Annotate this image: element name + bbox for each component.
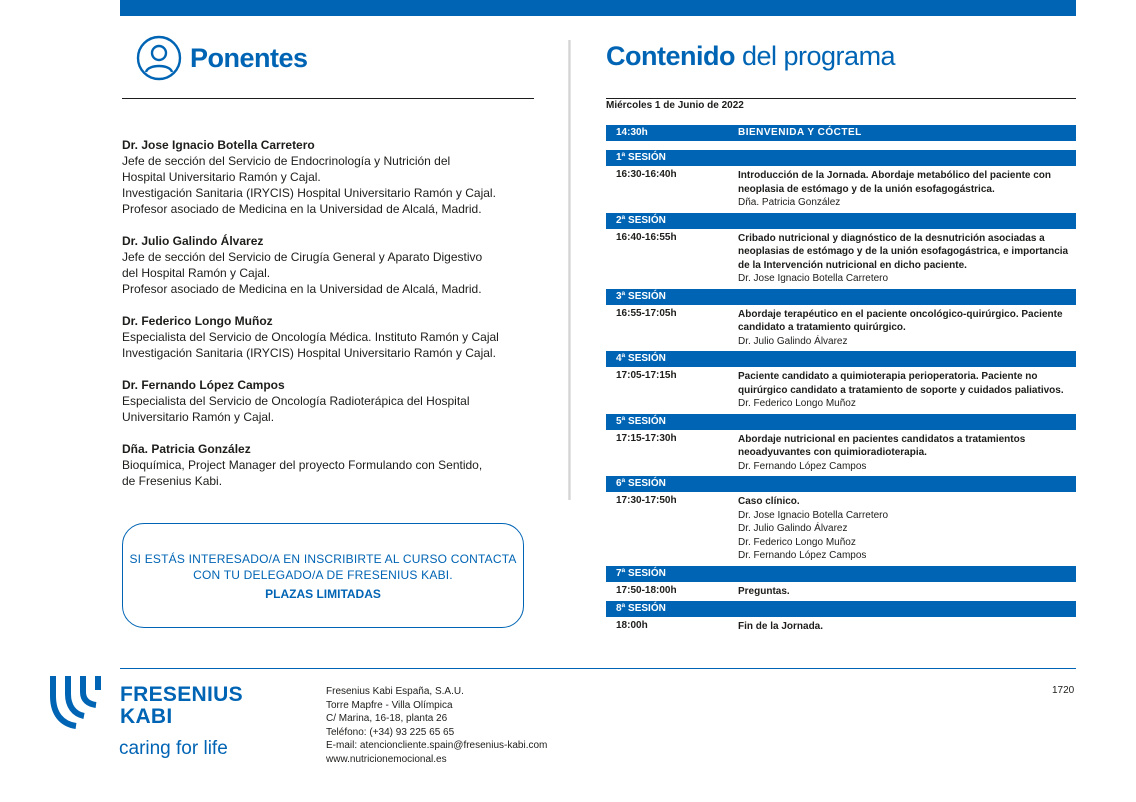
session-band (606, 476, 1076, 492)
session-row (606, 430, 1076, 477)
session-time: 16:55-17:05h (616, 307, 677, 319)
session-title: neoplasia de estómago y de la unión esofagogástrica. (738, 183, 995, 195)
session-title: Introducción de la Jornada. Abordaje metabólico del paciente con (738, 170, 1052, 181)
spacer (606, 141, 1076, 150)
address-line: www.nutricionemocional.es (326, 753, 447, 765)
speaker-name: Dr. Federico Longo Muñoz (122, 314, 273, 328)
address-line: C/ Marina, 16-18, planta 26 (326, 713, 448, 724)
speaker-affiliation: Investigación Sanitaria (IRYCIS) Hospital Universitario Ramón y Cajal. (122, 186, 496, 200)
contact-text: CON TU DELEGADO/A DE FRESENIUS KABI. (193, 568, 453, 582)
session-band (606, 566, 1076, 582)
session-row (606, 367, 1076, 414)
session-details (738, 620, 1076, 634)
session-row (606, 166, 1076, 213)
session-time: 18:00h (616, 620, 648, 631)
session-speaker: Dr. Jose Ignacio Botella Carretero (738, 509, 889, 521)
session-row (606, 617, 1076, 637)
session-label: 8ª SESIÓN (616, 603, 666, 614)
contact-box (122, 523, 524, 628)
session-label: 3ª SESIÓN (616, 290, 666, 302)
speaker-entry (122, 441, 534, 489)
session-title: Paciente candidato a quimioterapia perioperatoria. Paciente no (738, 371, 1038, 382)
speaker-entry (122, 137, 534, 217)
program-schedule (606, 125, 1076, 637)
session-row (606, 229, 1076, 289)
session-time: 17:05-17:15h (616, 370, 677, 381)
speaker-entry (122, 313, 534, 361)
speaker-entry (122, 233, 534, 297)
session-time: 16:30-16:40h (616, 169, 677, 180)
programa-title: Contenido del programa (606, 41, 896, 71)
session-details (738, 495, 1076, 563)
program-date: Miércoles 1 de Junio de 2022 (606, 100, 744, 111)
speaker-affiliation: Profesor asociado de Medicina en la Universidad de Alcalá, Madrid. (122, 202, 482, 216)
session-time: 17:50-18:00h (616, 584, 677, 596)
speaker-name: Dña. Patricia González (122, 442, 251, 456)
speaker-affiliation: Universitario Ramón y Cajal. (122, 410, 275, 424)
session-label: 7ª SESIÓN (616, 567, 666, 579)
company-address (326, 685, 547, 766)
session-label: 6ª SESIÓN (616, 478, 666, 489)
brand-name: FRESENIUS KABI (120, 683, 243, 728)
session-details (738, 169, 1076, 210)
session-label: 4ª SESIÓN (616, 353, 666, 364)
address-line: Teléfono: (+34) 93 225 65 65 (326, 726, 455, 738)
session-label: 5ª SESIÓN (616, 415, 666, 427)
session-band (606, 150, 1076, 166)
session-title: candidato a tratamiento quirúrgico. (738, 322, 906, 333)
session-title: quirúrgico candidato a tratamiento de soporte y cuidados paliativos. (738, 384, 1064, 396)
limited-places-text: PLAZAS LIMITADAS (265, 587, 381, 601)
session-details (738, 585, 1076, 599)
session-speaker: Dr. Fernando López Campos (738, 460, 867, 472)
session-band (606, 125, 1076, 141)
address-line: E-mail: atencioncliente.spain@fresenius-kabi.com (326, 740, 548, 751)
person-icon (136, 35, 182, 81)
speaker-affiliation: Jefe de sección del Servicio de Cirugía General y Aparato Digestivo (122, 250, 483, 264)
contact-text: SI ESTÁS INTERESADO/A EN INSCRIBIRTE AL CURSO CONTACTA (129, 552, 517, 566)
ponentes-title: Ponentes (190, 42, 308, 73)
session-time: 16:40-16:55h (616, 231, 677, 243)
session-label: 14:30h (616, 127, 648, 138)
session-speaker: Dr. Federico Longo Muñoz (738, 536, 856, 548)
session-row (606, 305, 1076, 352)
speaker-name: Dr. Fernando López Campos (122, 378, 285, 392)
speaker-affiliation: Jefe de sección del Servicio de Endocrinología y Nutrición del (122, 154, 451, 168)
speaker-affiliation: Bioquímica, Project Manager del proyecto Formulando con Sentido, (122, 458, 483, 472)
document-code: 1720 (1052, 685, 1075, 696)
address-line: Torre Mapfre - Villa Olímpica (326, 699, 453, 711)
programa-section (606, 30, 1076, 632)
session-time: 17:15-17:30h (616, 432, 677, 444)
session-speaker: Dr. Julio Galindo Álvarez (738, 335, 848, 347)
session-speaker: Dña. Patricia González (738, 197, 841, 208)
fresenius-logo-icon (48, 676, 104, 730)
divider (606, 98, 1076, 99)
session-details (738, 433, 1076, 474)
speaker-affiliation: Profesor asociado de Medicina en la Universidad de Alcalá, Madrid. (122, 282, 482, 296)
session-title: Caso clínico. (738, 496, 800, 507)
session-band-title: BIENVENIDA Y CÓCTEL (738, 127, 862, 138)
session-speaker: Dr. Jose Ignacio Botella Carretero (738, 273, 889, 284)
ponentes-section (122, 30, 534, 601)
speaker-affiliation: Hospital Universitario Ramón y Cajal. (122, 170, 321, 184)
session-row (606, 582, 1076, 602)
speaker-affiliation: del Hospital Ramón y Cajal. (122, 266, 271, 280)
session-band (606, 601, 1076, 617)
ponentes-header (136, 30, 534, 86)
session-time: 17:30-17:50h (616, 495, 677, 506)
session-label: 1ª SESIÓN (616, 152, 666, 163)
session-details (738, 232, 1076, 286)
session-band (606, 213, 1076, 229)
session-band (606, 414, 1076, 430)
session-title: Preguntas. (738, 585, 790, 597)
speaker-affiliation: de Fresenius Kabi. (122, 474, 223, 488)
session-details (738, 370, 1076, 411)
session-row (606, 492, 1076, 566)
session-label: 2ª SESIÓN (616, 214, 666, 226)
address-line: Fresenius Kabi España, S.A.U. (326, 686, 464, 697)
footer-divider (120, 668, 1076, 669)
session-speaker: Dr. Julio Galindo Álvarez (738, 523, 848, 534)
session-band (606, 289, 1076, 305)
session-title: neoplasias de estómago y de la unión esofagogástrica, e importancia (738, 246, 1069, 257)
speaker-affiliation: Investigación Sanitaria (IRYCIS) Hospital Universitario Ramón y Cajal. (122, 346, 496, 360)
session-title: neoadyuvantes con quimioradioterapia. (738, 447, 927, 458)
top-accent-bar (120, 0, 1076, 16)
session-title: de la Intervención nutricional en dicho paciente. (738, 259, 967, 271)
speaker-entry (122, 377, 534, 425)
session-speaker: Dr. Fernando López Campos (738, 550, 867, 561)
session-details (738, 308, 1076, 349)
divider (122, 98, 534, 99)
page-fold (568, 40, 571, 500)
speaker-affiliation: Especialista del Servicio de Oncología Médica. Instituto Ramón y Cajal (122, 330, 499, 344)
session-title: Abordaje nutricional en pacientes candidatos a tratamientos (738, 433, 1026, 445)
brand-tagline: caring for life (119, 738, 228, 759)
speaker-affiliation: Especialista del Servicio de Oncología Radioterápica del Hospital (122, 394, 470, 408)
speaker-name: Dr. Julio Galindo Álvarez (122, 234, 264, 248)
session-title: Abordaje terapéutico en el paciente oncológico-quirúrgico. Paciente (738, 308, 1063, 320)
session-speaker: Dr. Federico Longo Muñoz (738, 398, 856, 409)
session-title: Fin de la Jornada. (738, 621, 824, 632)
speaker-name: Dr. Jose Ignacio Botella Carretero (122, 138, 315, 152)
session-band (606, 351, 1076, 367)
session-title: Cribado nutricional y diagnóstico de la desnutrición asociadas a (738, 232, 1045, 244)
speaker-list (122, 137, 534, 505)
